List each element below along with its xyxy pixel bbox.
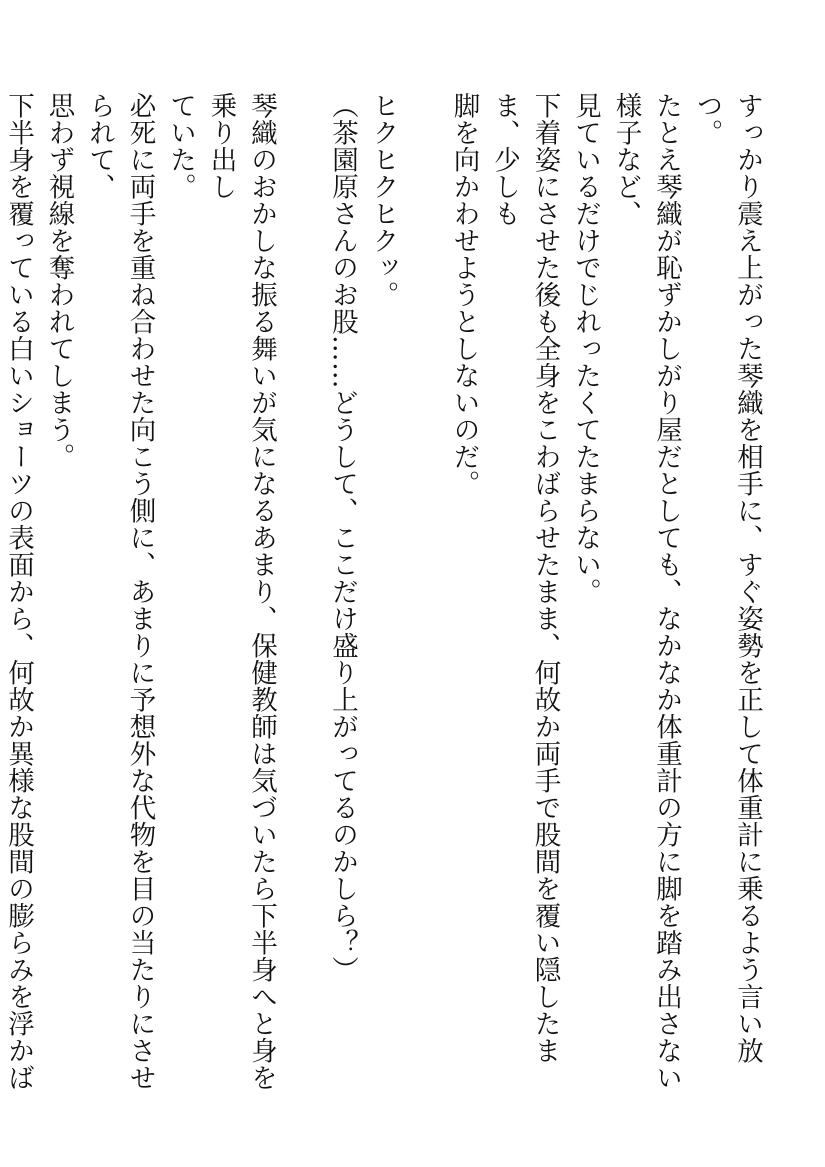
paragraph-5: 下半身を覆っている白いショーツの表面から、何故か異様な股間の膨らみを浮かば xyxy=(3,92,34,1091)
paragraph-3: 琴織のおかしな振る舞いが気になるあまり、保健教師は気づいたら下半身へと身を乗り出し ていた。 xyxy=(165,92,277,1091)
paragraph-2: 下着姿にさせた後も全身をこわばらせたまま、何故か両手で股間を覆い隠したまま、少しも 脚を向かわせようとしないのだ。 xyxy=(448,92,561,1064)
paragraph-sound-effect: ヒクヒクヒクッ。 xyxy=(367,92,399,308)
vertical-text-body xyxy=(0,92,767,1092)
blank-line xyxy=(403,92,444,1092)
paragraph-1: すっかり震え上がった琴織を相手に、すぐ姿勢を正して体重計に乗るよう言い放つ。 たとえ琴織が恥ずかしがり屋だとしても、なかなか体重計の方に脚を踏み出さない様子など、 見ているだけでじれったくてたまらない。 xyxy=(570,92,763,1091)
paragraph-thought: （茶園原さんのお股……どうして、ここだけ盛り上がってるのかしら？） xyxy=(327,92,358,983)
blank-line xyxy=(281,92,322,1092)
paragraph-4: 必死に両手を重ね合わせた向こう側に、あまりに予想外な代物を目の当たりにさせられて、 思わず視線を奪われてしまう。 xyxy=(43,92,156,1091)
